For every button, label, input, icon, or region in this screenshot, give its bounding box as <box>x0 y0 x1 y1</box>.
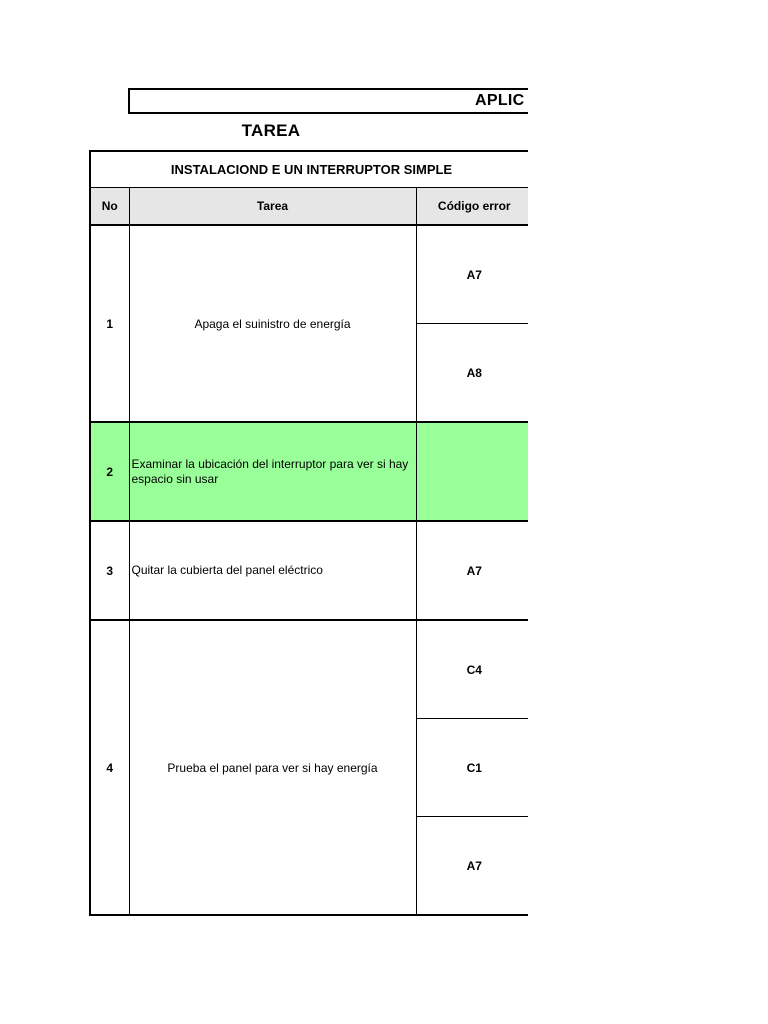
table-row-highlighted <box>90 422 528 521</box>
error-code-cell: A7 <box>416 817 528 916</box>
column-header-task: Tarea <box>129 188 416 226</box>
row-number: 4 <box>90 620 129 915</box>
task-table <box>89 150 528 916</box>
task-description: Apaga el suinistro de energía <box>129 225 416 422</box>
row-number: 3 <box>90 521 129 620</box>
table-row <box>90 521 528 620</box>
table-row <box>90 620 528 719</box>
page-title: APLIC <box>475 92 525 109</box>
row-number: 1 <box>90 225 129 422</box>
error-code-cell: C4 <box>416 620 528 719</box>
row-number: 2 <box>90 422 129 521</box>
table-row <box>90 225 528 324</box>
task-description: Quitar la cubierta del panel eléctrico <box>129 521 416 620</box>
column-header-error-code: Código error <box>416 188 528 226</box>
task-description: Prueba el panel para ver si hay energía <box>129 620 416 915</box>
title-box <box>128 88 528 114</box>
page-subtitle: TAREA <box>241 121 301 140</box>
error-code-cell: A7 <box>416 225 528 324</box>
task-description: Examinar la ubicación del interruptor para ver si hay espacio sin usar <box>129 422 416 521</box>
error-code-cell: A7 <box>416 521 528 620</box>
column-header-row <box>90 188 528 226</box>
column-header-no: No <box>90 188 129 226</box>
error-code-cell: C1 <box>416 719 528 817</box>
table-caption-row <box>90 151 528 188</box>
error-code-cell <box>416 422 528 521</box>
task-sheet <box>89 150 528 920</box>
error-code-cell: A8 <box>416 324 528 423</box>
table-caption: INSTALACIOND E UN INTERRUPTOR SIMPLE <box>90 151 528 188</box>
